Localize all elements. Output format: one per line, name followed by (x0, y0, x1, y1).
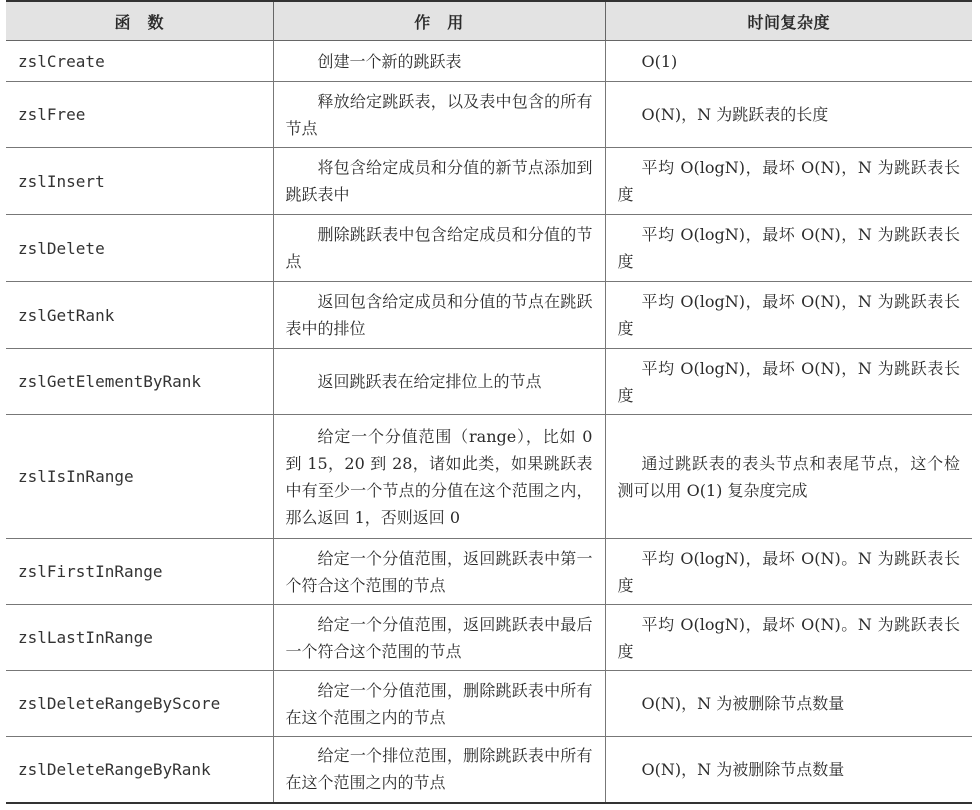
table-row (6, 671, 972, 737)
header-function: 函 数 (6, 1, 273, 41)
time-complexity: 平均 O(logN)，最坏 O(N)。N 为跳跃表长度 (605, 539, 972, 605)
function-name: zslDeleteRangeByScore (6, 671, 273, 737)
function-name: zslLastInRange (6, 605, 273, 671)
table-row (6, 82, 972, 148)
table-row (6, 539, 972, 605)
table-row (6, 349, 972, 415)
table-row (6, 737, 972, 803)
time-complexity: 平均 O(logN)，最坏 O(N)，N 为跳跃表长度 (605, 148, 972, 215)
function-name: zslFree (6, 82, 273, 148)
document-page (6, 0, 972, 804)
function-description: 释放给定跳跃表，以及表中包含的所有节点 (273, 82, 605, 148)
table-row (6, 41, 972, 82)
time-complexity: 平均 O(logN)，最坏 O(N)。N 为跳跃表长度 (605, 605, 972, 671)
function-name: zslGetRank (6, 282, 273, 349)
table-row (6, 215, 972, 282)
function-description: 给定一个排位范围，删除跳跃表中所有在这个范围之内的节点 (273, 737, 605, 803)
time-complexity: O(N)，N 为被删除节点数量 (605, 671, 972, 737)
function-description: 删除跳跃表中包含给定成员和分值的节点 (273, 215, 605, 282)
time-complexity: O(1) (605, 41, 972, 82)
function-name: zslIsInRange (6, 415, 273, 539)
time-complexity: 平均 O(logN)，最坏 O(N)，N 为跳跃表长度 (605, 282, 972, 349)
function-name: zslDelete (6, 215, 273, 282)
function-name: zslGetElementByRank (6, 349, 273, 415)
function-description: 创建一个新的跳跃表 (273, 41, 605, 82)
function-name: zslCreate (6, 41, 273, 82)
time-complexity: O(N)，N 为被删除节点数量 (605, 737, 972, 803)
function-description: 给定一个分值范围（range），比如 0 到 15，20 到 28，诸如此类，如果跳跃表中有至少一个节点的分值在这个范围之内，那么返回 1，否则返回 0 (273, 415, 605, 539)
time-complexity: O(N)，N 为跳跃表的长度 (605, 82, 972, 148)
table-row (6, 148, 972, 215)
header-row (6, 1, 972, 41)
table-row (6, 415, 972, 539)
function-description: 将包含给定成员和分值的新节点添加到跳跃表中 (273, 148, 605, 215)
function-description: 给定一个分值范围，删除跳跃表中所有在这个范围之内的节点 (273, 671, 605, 737)
function-description: 给定一个分值范围，返回跳跃表中第一个符合这个范围的节点 (273, 539, 605, 605)
function-description: 返回跳跃表在给定排位上的节点 (273, 349, 605, 415)
skiplist-api-table (6, 0, 972, 804)
time-complexity: 平均 O(logN)，最坏 O(N)，N 为跳跃表长度 (605, 215, 972, 282)
table-row (6, 605, 972, 671)
function-name: zslDeleteRangeByRank (6, 737, 273, 803)
function-name: zslInsert (6, 148, 273, 215)
function-name: zslFirstInRange (6, 539, 273, 605)
function-description: 返回包含给定成员和分值的节点在跳跃表中的排位 (273, 282, 605, 349)
table-row (6, 282, 972, 349)
time-complexity: 平均 O(logN)，最坏 O(N)，N 为跳跃表长度 (605, 349, 972, 415)
function-description: 给定一个分值范围，返回跳跃表中最后一个符合这个范围的节点 (273, 605, 605, 671)
header-purpose: 作 用 (273, 1, 605, 41)
time-complexity: 通过跳跃表的表头节点和表尾节点，这个检测可以用 O(1) 复杂度完成 (605, 415, 972, 539)
header-complexity: 时间复杂度 (605, 1, 972, 41)
